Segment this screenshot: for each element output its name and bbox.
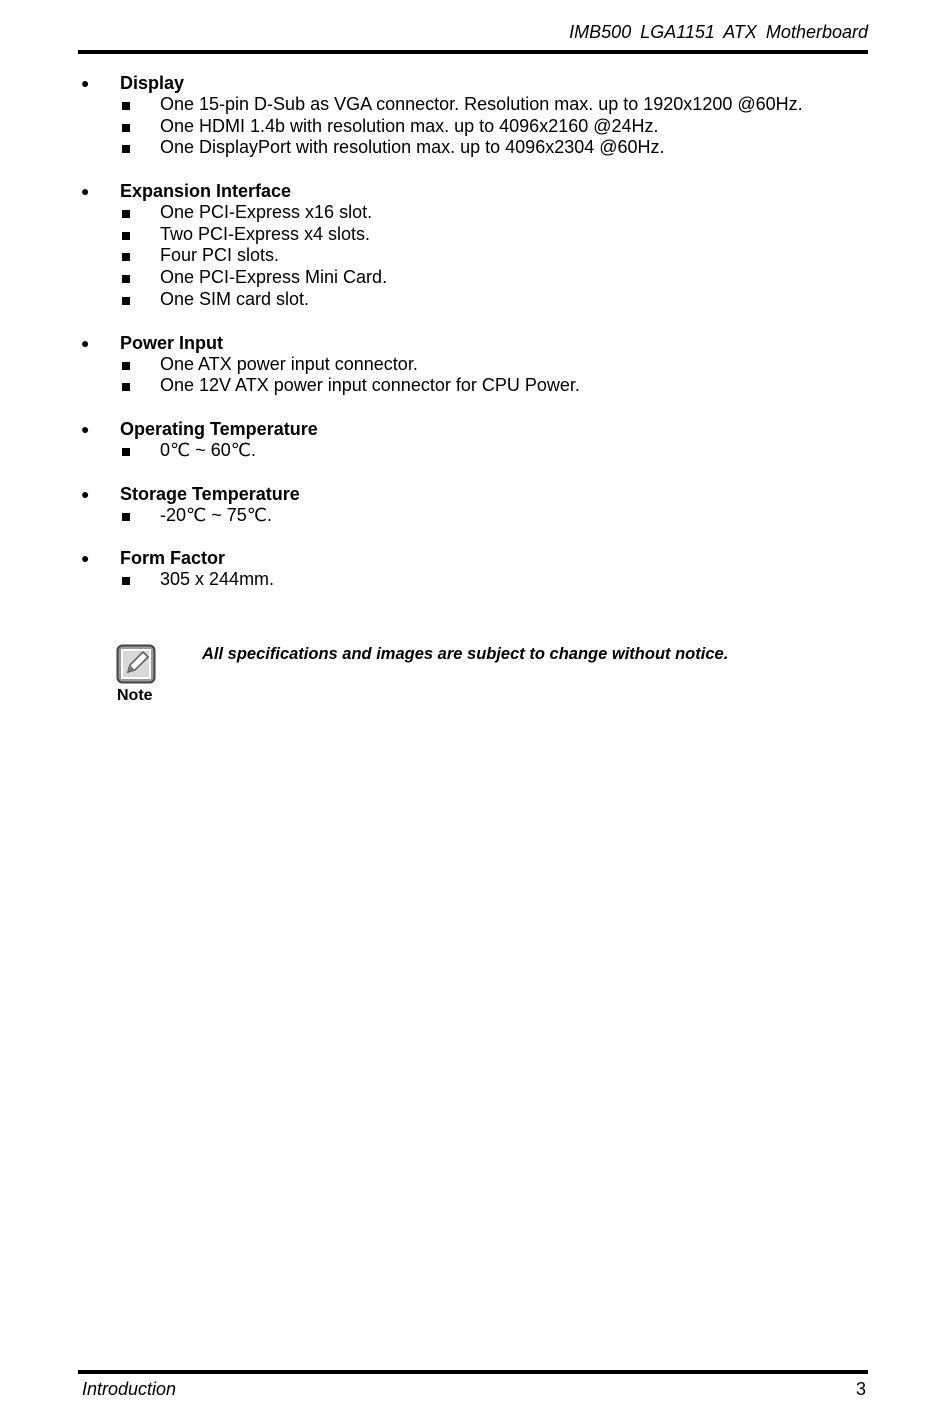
spec-item bbox=[78, 202, 868, 224]
spec-section-title: Storage Temperature bbox=[120, 483, 300, 504]
square-bullet-icon bbox=[122, 383, 130, 391]
square-bullet-icon bbox=[122, 275, 130, 283]
spec-item bbox=[78, 116, 868, 138]
spec-item-text: One HDMI 1.4b with resolution max. up to 4096x2160 @24Hz. bbox=[160, 115, 659, 136]
spec-section-title: Display bbox=[120, 73, 185, 93]
spec-section-title: Operating Temperature bbox=[120, 418, 318, 439]
spec-item-text: One 15-pin D-Sub as VGA connector. Resolution max. up to 1920x1200 @60Hz. bbox=[160, 94, 803, 114]
note-pencil-icon bbox=[116, 644, 156, 684]
page-footer bbox=[78, 1370, 868, 1404]
spec-item bbox=[78, 354, 868, 376]
spec-item-text: -20℃ ~ 75℃. bbox=[160, 504, 272, 525]
square-bullet-icon bbox=[122, 102, 130, 110]
spec-section bbox=[78, 483, 868, 527]
page-header bbox=[78, 22, 868, 54]
square-bullet-icon bbox=[122, 124, 130, 132]
spec-section bbox=[78, 418, 868, 462]
square-bullet-icon bbox=[122, 362, 130, 370]
spec-item bbox=[78, 137, 868, 159]
spec-section bbox=[78, 180, 868, 310]
spec-item bbox=[78, 224, 868, 246]
note-text: All specifications and images are subject to change without notice. bbox=[202, 645, 729, 663]
spec-item bbox=[78, 289, 868, 311]
bullet-dot-icon: ● bbox=[81, 75, 90, 91]
spec-section-heading bbox=[78, 483, 868, 505]
spec-item bbox=[78, 94, 868, 116]
spec-section-title: Power Input bbox=[120, 332, 223, 353]
square-bullet-icon bbox=[122, 513, 130, 521]
spec-item-text: One DisplayPort with resolution max. up to 4096x2304 @60Hz. bbox=[160, 137, 665, 158]
spec-item-text: 305 x 244mm. bbox=[160, 569, 275, 590]
bullet-dot-icon: ● bbox=[81, 420, 90, 437]
spec-section bbox=[78, 72, 868, 159]
spec-section-heading bbox=[78, 418, 868, 440]
spec-section-heading bbox=[78, 180, 868, 202]
spec-item-text: One 12V ATX power input connector for CPU Power. bbox=[160, 375, 580, 396]
footer-section-name: Introduction bbox=[82, 1379, 177, 1399]
spec-section-heading bbox=[78, 72, 868, 94]
spec-section bbox=[78, 547, 868, 591]
spec-item-text: One PCI-Express Mini Card. bbox=[160, 267, 388, 288]
spec-item bbox=[78, 440, 868, 462]
spec-section bbox=[78, 332, 868, 397]
spec-section-title: Form Factor bbox=[120, 548, 226, 569]
spec-item-text: One ATX power input connector. bbox=[160, 353, 418, 374]
bullet-dot-icon: ● bbox=[81, 485, 90, 502]
document-title: IMB500 LGA1151 ATX Motherboard bbox=[569, 22, 868, 42]
square-bullet-icon bbox=[122, 253, 130, 261]
square-bullet-icon bbox=[122, 210, 130, 218]
spec-item-text: One PCI-Express x16 slot. bbox=[160, 202, 373, 223]
spec-list bbox=[78, 72, 868, 612]
spec-section-title: Expansion Interface bbox=[120, 181, 292, 202]
spec-item-text: Four PCI slots. bbox=[160, 245, 280, 266]
page-number: 3 bbox=[855, 1379, 866, 1399]
spec-section-heading bbox=[78, 332, 868, 354]
spec-item bbox=[78, 505, 868, 527]
spec-section-heading bbox=[78, 547, 868, 569]
square-bullet-icon bbox=[122, 297, 130, 305]
bullet-dot-icon: ● bbox=[81, 183, 90, 200]
square-bullet-icon bbox=[122, 232, 130, 240]
spec-item-text: 0℃ ~ 60℃. bbox=[160, 439, 256, 460]
square-bullet-icon bbox=[122, 145, 130, 153]
note-box bbox=[112, 642, 832, 712]
spec-item bbox=[78, 569, 868, 591]
spec-item bbox=[78, 245, 868, 267]
spec-item bbox=[78, 267, 868, 289]
spec-item-text: Two PCI-Express x4 slots. bbox=[160, 223, 371, 244]
square-bullet-icon bbox=[122, 577, 130, 585]
spec-item-text: One SIM card slot. bbox=[160, 288, 310, 309]
square-bullet-icon bbox=[122, 448, 130, 456]
bullet-dot-icon: ● bbox=[81, 550, 90, 567]
spec-item bbox=[78, 375, 868, 397]
bullet-dot-icon: ● bbox=[81, 334, 90, 351]
note-label: Note bbox=[117, 687, 153, 704]
